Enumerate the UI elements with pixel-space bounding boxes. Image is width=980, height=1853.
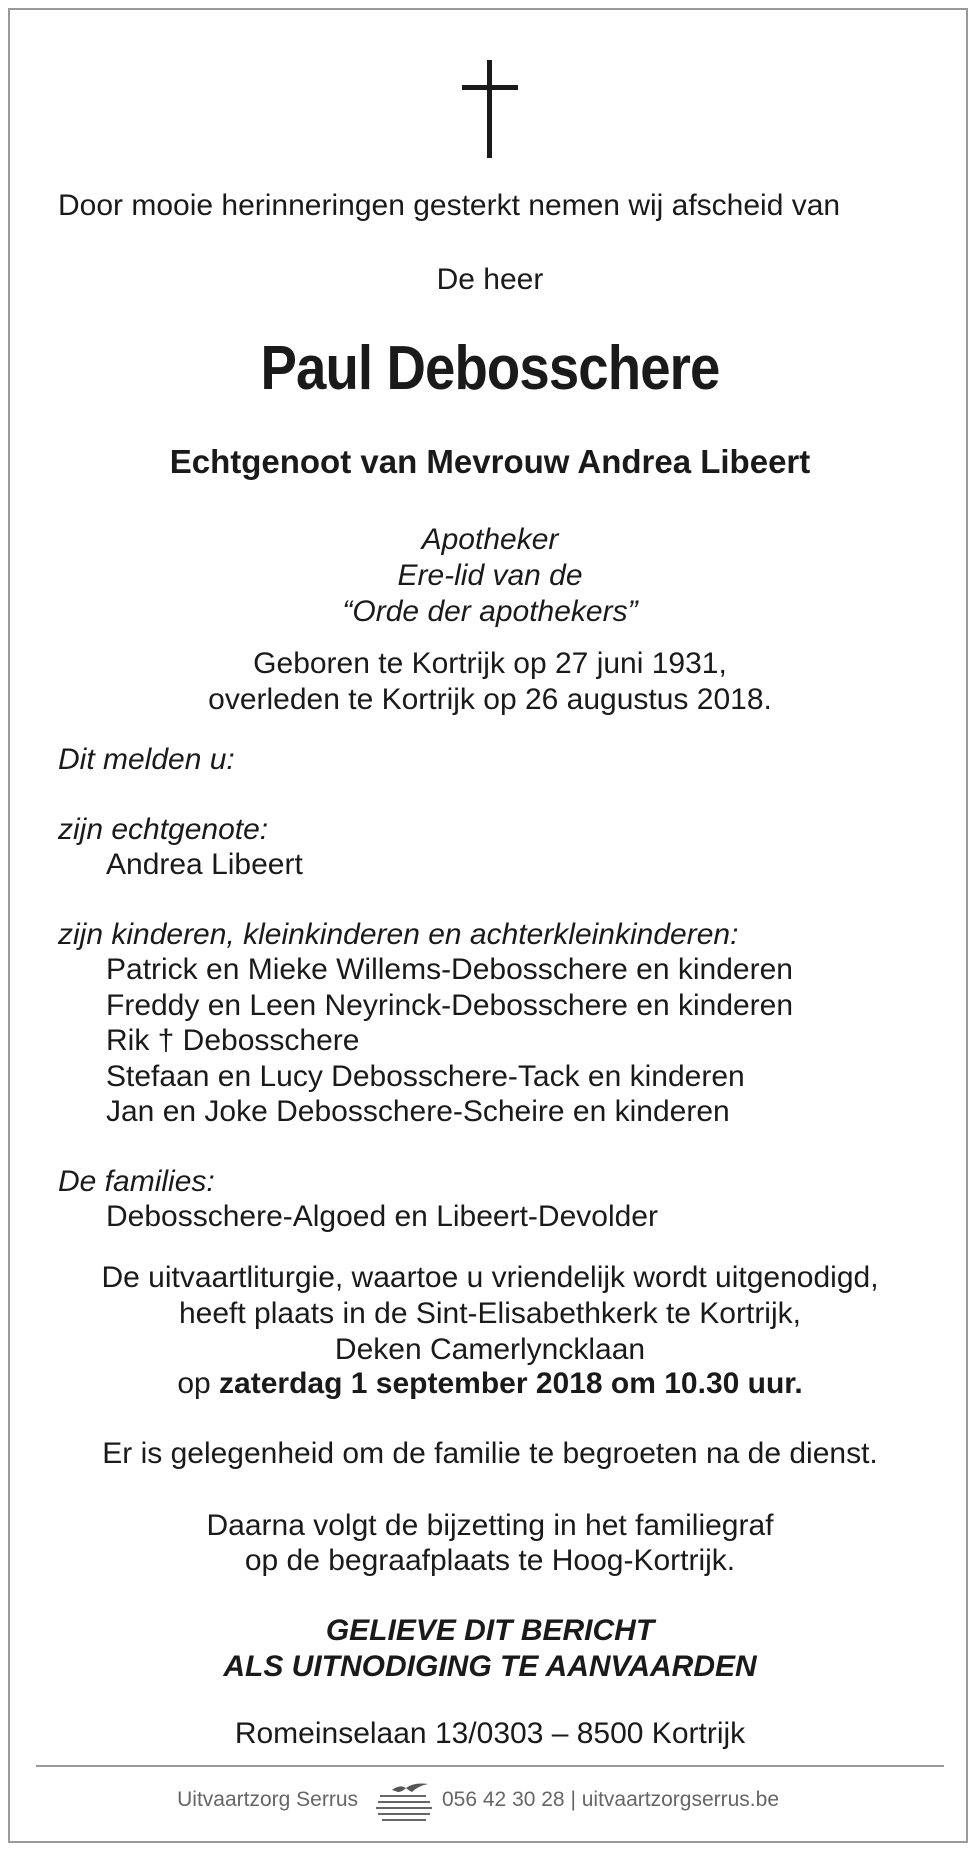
- list-item: Rik † Debosschere: [106, 1024, 360, 1057]
- list-item: Stefaan en Lucy Debosschere-Tack en kinderen: [106, 1059, 745, 1093]
- salutation: De heer: [436, 263, 544, 296]
- profession-line: Apotheker: [421, 523, 559, 556]
- footer: [0, 1778, 980, 1828]
- condolence-text: Er is gelegenheid om de familie te begroeten na de dienst.: [102, 1437, 878, 1470]
- list-item: Freddy en Leen Neyrinck-Debosschere en kinderen: [106, 988, 794, 1022]
- deceased-name: Paul Debosschere: [260, 334, 720, 403]
- footer-divider: [36, 1765, 944, 1767]
- families-names: Debosschere-Algoed en Libeert-Devolder: [106, 1200, 658, 1233]
- ceremony-date: [0, 1366, 980, 1402]
- death-line: overleden te Kortrijk op 26 augustus 2018.: [208, 683, 772, 716]
- ceremony-line: Deken Camerlyncklaan: [334, 1333, 646, 1366]
- profession-line: “Orde der apothekers”: [342, 595, 638, 628]
- burial-line: op de begraafplaats te Hoog-Kortrijk.: [244, 1544, 736, 1577]
- list-item: Patrick en Mieke Willems-Debosschere en kinderen: [106, 953, 793, 986]
- ceremony-date-prefix: op: [177, 1367, 211, 1400]
- birth-line: Geboren te Kortrijk op 27 juni 1931,: [253, 647, 727, 680]
- ceremony-date-bold: zaterdag 1 september 2018 om 10.30 uur.: [219, 1367, 803, 1400]
- address: Romeinselaan 13/0303 – 8500 Kortrijk: [234, 1717, 746, 1750]
- spouse-heading: zijn echtgenote:: [58, 813, 269, 846]
- children-list: [106, 952, 793, 1130]
- children-heading: zijn kinderen, kleinkinderen en achterkleinkinderen:: [58, 918, 739, 951]
- spouse-line: Echtgenoot van Mevrouw Andrea Libeert: [169, 443, 811, 480]
- announce-heading: Dit melden u:: [58, 743, 235, 776]
- notice-line: ALS UITNODIGING TE AANVAARDEN: [223, 1650, 757, 1683]
- notice-line: GELIEVE DIT BERICHT: [325, 1614, 655, 1647]
- latin-cross-icon: [462, 60, 518, 160]
- contact-info: 056 42 30 28 | uitvaartzorgserrus.be: [442, 1788, 779, 1811]
- list-item: Jan en Joke Debosschere-Scheire en kinderen: [106, 1095, 730, 1128]
- ceremony-line: heeft plaats in de Sint-Elisabethkerk te Kortrijk,: [179, 1297, 801, 1330]
- families-heading: De families:: [58, 1165, 215, 1198]
- burial-line: Daarna volgt de bijzetting in het familiegraf: [206, 1509, 774, 1542]
- intro-text: Door mooie herinneringen gesterkt nemen wij afscheid van: [58, 189, 841, 222]
- ceremony-line: De uitvaartliturgie, waartoe u vriendelijk wordt uitgenodigd,: [101, 1261, 879, 1294]
- profession-line: Ere-lid van de: [397, 559, 583, 592]
- seagull-waves-logo-icon: [372, 1780, 436, 1826]
- company-name: Uitvaartzorg Serrus: [177, 1788, 358, 1811]
- spouse-name: Andrea Libeert: [106, 848, 303, 881]
